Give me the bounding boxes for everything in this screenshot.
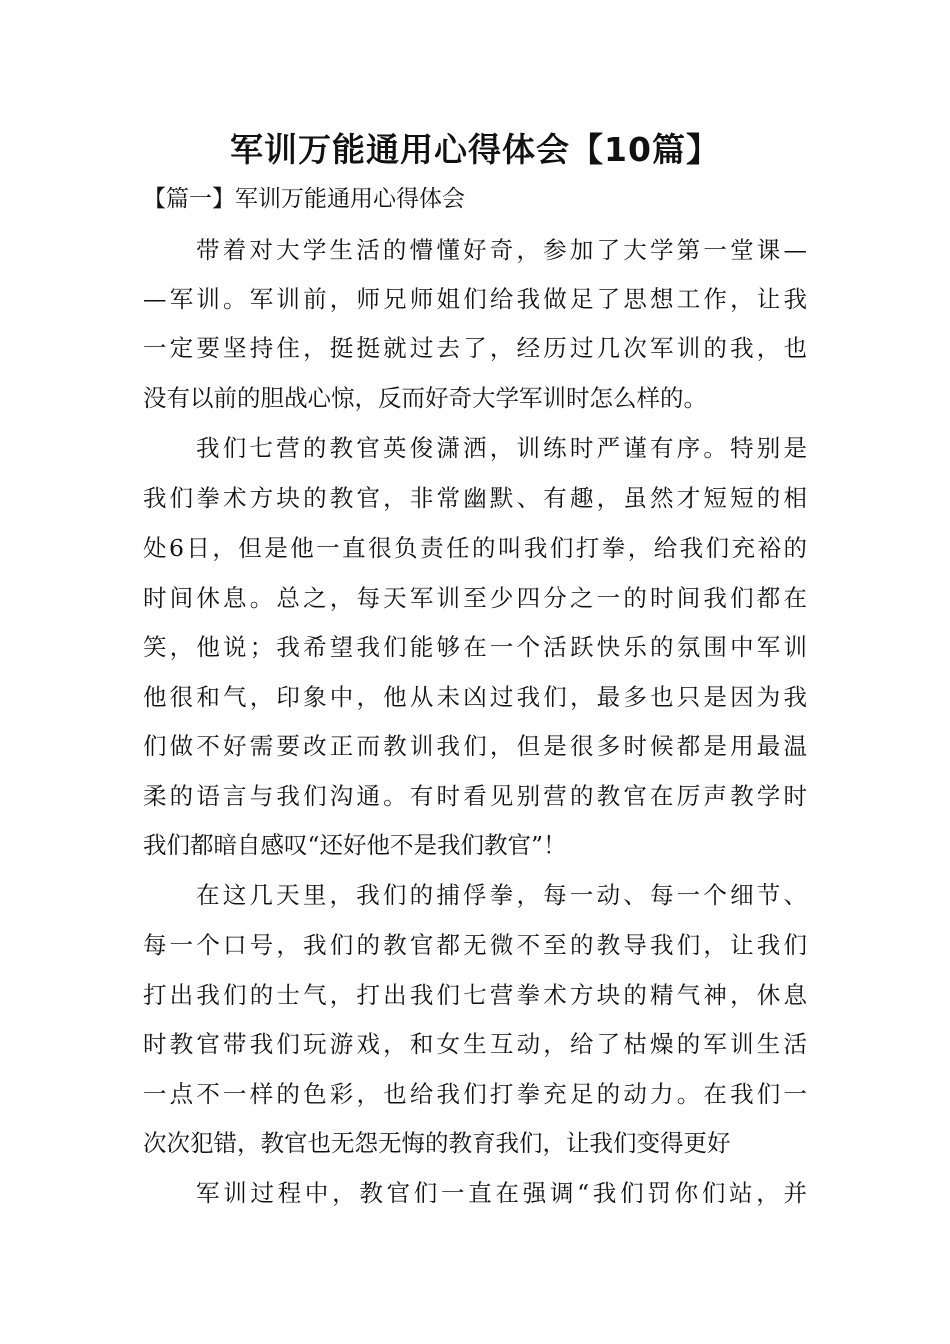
section-heading: 【篇一】军训万能通用心得体会 xyxy=(143,186,465,212)
paragraph-line: 每一个口号，我们的教官都无微不至的教导我们，让我们 xyxy=(143,931,807,959)
paragraph-line: 我们拳术方块的教官，非常幽默、有趣，虽然才短短的相 xyxy=(143,484,807,512)
paragraph-line: 带着对大学生活的懵懂好奇，参加了大学第一堂课— xyxy=(196,236,807,264)
paragraph-line: 们做不好需要改正而教训我们，但是很多时候都是用最温 xyxy=(143,732,807,760)
paragraph-line: —军训。军训前，师兄师姐们给我做足了思想工作，让我 xyxy=(143,285,807,313)
paragraph-line: 笑，他说；我希望我们能够在一个活跃快乐的氛围中军训 xyxy=(143,633,807,661)
paragraph-line: 我们七营的教官英俊潇洒，训练时严谨有序。特别是 xyxy=(196,434,807,462)
paragraph-line: 军训过程中，教官们一直在强调“我们罚你们站，并 xyxy=(196,1179,807,1207)
document-title: 军训万能通用心得体会【10篇】 xyxy=(230,130,720,169)
paragraph-line: 在这几天里，我们的捕俘拳，每一动、每一个细节、 xyxy=(196,881,807,909)
paragraph-line: 一点不一样的色彩，也给我们打拳充足的动力。在我们一 xyxy=(143,1080,807,1108)
paragraph-line: 没有以前的胆战心惊，反而好奇大学军训时怎么样的。 xyxy=(143,384,707,412)
paragraph-line: 柔的语言与我们沟通。有时看见别营的教官在厉声教学时 xyxy=(143,782,807,810)
paragraph-line: 我们都暗自感叹“还好他不是我们教官”！ xyxy=(143,831,567,859)
paragraph-line: 打出我们的士气，打出我们七营拳术方块的精气神，休息 xyxy=(143,981,807,1009)
paragraph-line: 次次犯错，教官也无怨无悔的教育我们，让我们变得更好 xyxy=(143,1129,731,1157)
paragraph-line: 一定要坚持住，挺挺就过去了，经历过几次军训的我，也 xyxy=(143,334,807,362)
paragraph-line: 时教官带我们玩游戏，和女生互动，给了枯燥的军训生活 xyxy=(143,1030,807,1058)
paragraph-line: 他很和气，印象中，他从未凶过我们，最多也只是因为我 xyxy=(143,683,807,711)
paragraph-line: 时间休息。总之，每天军训至少四分之一的时间我们都在 xyxy=(143,584,807,612)
paragraph-line: 处6日，但是他一直很负责任的叫我们打拳，给我们充裕的 xyxy=(143,534,807,562)
